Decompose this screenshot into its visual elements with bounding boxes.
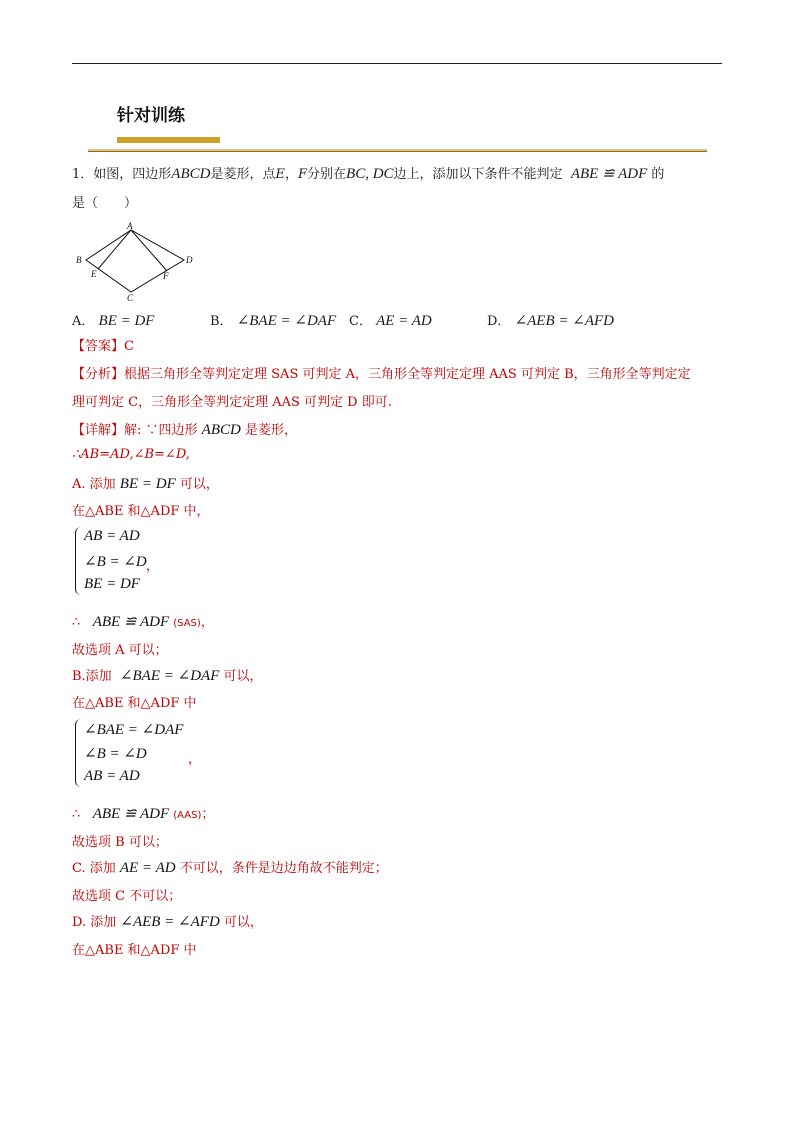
- detail-b-in: 在△ABE 和△ADF 中: [72, 696, 197, 711]
- detail-d-add: D. 添加 ∠AEB = ∠AFD 可以，: [72, 914, 263, 930]
- analysis-label: 【分析】: [72, 367, 125, 382]
- system-a-line-3: BE = DF: [84, 576, 140, 592]
- option-a[interactable]: A． BE = DF: [72, 313, 155, 329]
- label-a: A: [127, 222, 133, 231]
- detail-given: ∴AB=AD,∠B=∠D,: [72, 447, 190, 462]
- congruence-statement: ABE ≌ ADF: [570, 166, 648, 182]
- option-c[interactable]: C． AE = AD: [349, 313, 432, 329]
- answer-label: 【答案】: [72, 339, 125, 354]
- detail-d-in: 在△ABE 和△ADF 中: [72, 943, 197, 958]
- rhombus-outline: [86, 230, 184, 292]
- detail-intro: 【详解】解: ∵四边形 ABCD 是菱形，: [72, 422, 297, 438]
- detail-b-conclusion: ∴ ABE ≌ ADF (AAS)；: [72, 806, 215, 822]
- option-d[interactable]: D． ∠AEB = ∠AFD: [487, 313, 614, 329]
- answer-line: [72, 335, 134, 354]
- label-b: B: [76, 255, 82, 265]
- segment-ae: [98, 230, 131, 269]
- analysis-line-1: 【分析】根据三角形全等判定定理 SAS 可判定 A，三角形全等判定定理 AAS 可判定 B，三角形全等判定定: [72, 367, 691, 382]
- option-b[interactable]: B． ∠BAE = ∠DAF: [210, 313, 337, 329]
- system-a-line-1: AB = AD: [84, 528, 140, 544]
- system-b-tail: ，: [188, 752, 202, 767]
- detail-a-conclusion: ∴ ABE ≌ ADF (SAS)，: [72, 614, 214, 630]
- detail-c-select: 故选项 C 不可以；: [72, 889, 182, 904]
- label-f: F: [163, 271, 169, 281]
- question-line-2: 是（ ）: [72, 196, 138, 211]
- system-b-line-1: ∠BAE = ∠DAF: [84, 722, 184, 738]
- label-c: C: [127, 293, 134, 302]
- detail-a-add: A. 添加 BE = DF 可以，: [72, 476, 219, 492]
- detail-c-add: C. 添加 AE = AD 不可以，条件是边边角故不能判定；: [72, 860, 388, 876]
- system-b-line-2: ∠B = ∠D: [84, 746, 147, 762]
- section-title: 针对训练: [117, 106, 185, 126]
- title-underline-accent: [117, 137, 220, 143]
- label-e: E: [91, 269, 97, 279]
- system-a-tail: ，: [146, 559, 160, 574]
- top-rule: [72, 63, 722, 64]
- detail-b-add: B.添加 ∠BAE = ∠DAF 可以，: [72, 668, 263, 684]
- segment-af: [131, 230, 167, 271]
- system-brace-a: [75, 527, 82, 595]
- label-d: D: [186, 255, 193, 265]
- system-a-line-2: ∠B = ∠D: [84, 554, 147, 570]
- title-divider-dark: [88, 151, 707, 152]
- quad-abcd: ABCD: [171, 166, 211, 182]
- detail-label: 【详解】: [72, 423, 125, 438]
- system-brace-b: [75, 719, 82, 787]
- detail-a-select: 故选项 A 可以；: [72, 643, 168, 658]
- answer-value: C: [124, 339, 134, 354]
- rhombus-figure: [72, 222, 197, 302]
- question-line-1: 1．如图，四边形ABCD是菱形，点E，F分别在BC, DC边上，添加以下条件不能判定 ABE ≌ ADF 的: [72, 166, 665, 182]
- detail-b-select: 故选项 B 可以；: [72, 835, 168, 850]
- system-b-line-3: AB = AD: [84, 768, 140, 784]
- analysis-line-2: 理可判定 C，三角形全等判定定理 AAS 可判定 D 即可.: [72, 395, 392, 410]
- detail-a-in: 在△ABE 和△ADF 中，: [72, 504, 210, 519]
